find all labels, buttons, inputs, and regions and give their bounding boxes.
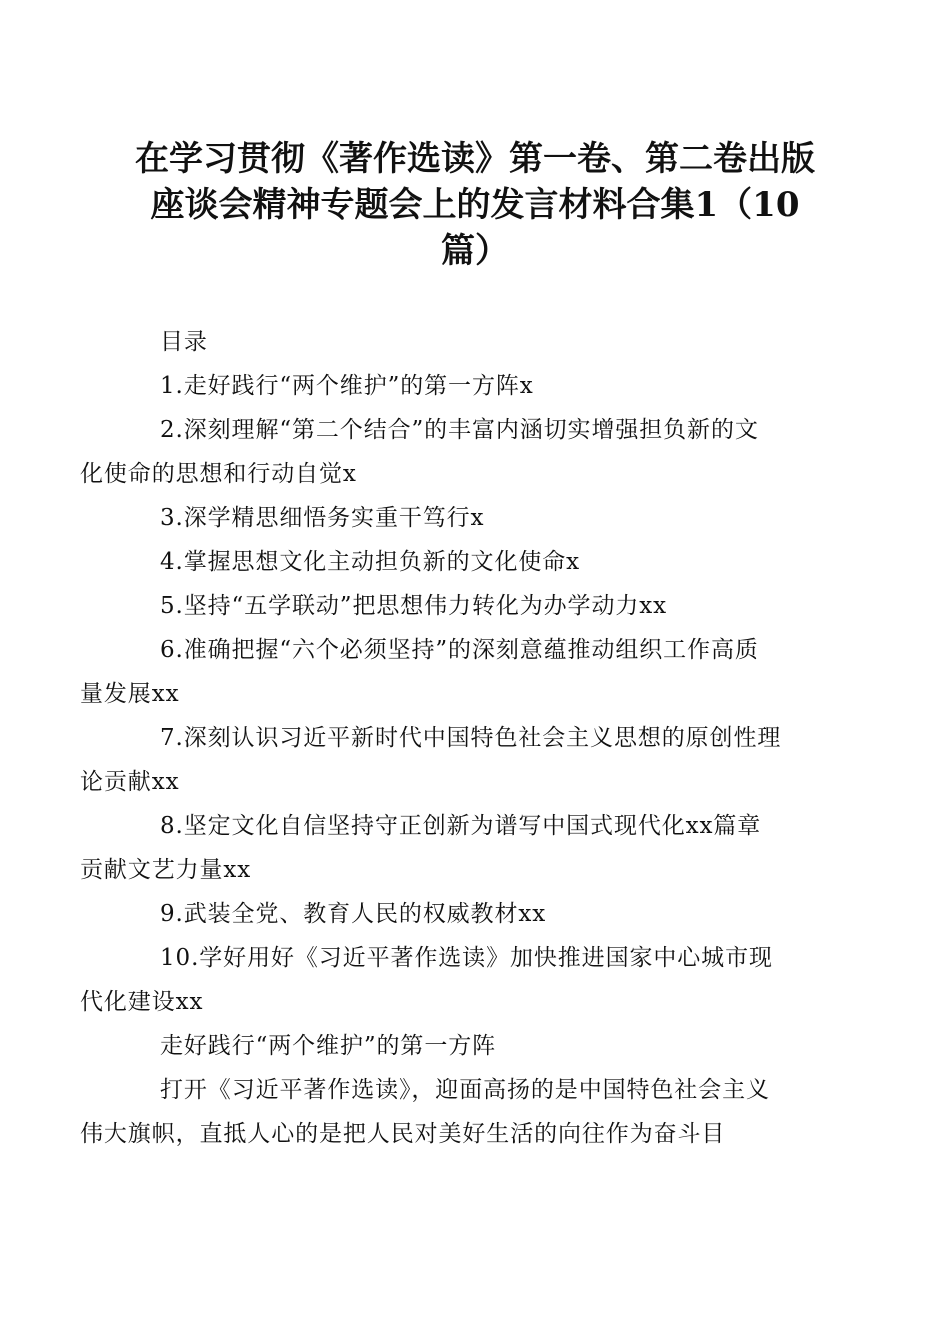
document-body	[80, 320, 824, 1156]
title-line-2: 座谈会精神专题会上的发言材料合集1（10	[150, 185, 800, 225]
body-line-2: 伟大旗帜，直抵人心的是把人民对美好生活的向往作为奋斗目	[80, 1121, 726, 1147]
toc-item-7-line-2: 论贡献xx	[80, 769, 180, 795]
toc-item-10-line-2: 代化建设xx	[80, 989, 204, 1015]
toc-item-6-line-1: 6.准确把握“六个必须坚持”的深刻意蕴推动组织工作高质	[160, 637, 759, 663]
toc-item-2-line-2: 化使命的思想和行动自觉x	[80, 461, 357, 487]
toc-item-2-line-1: 2.深刻理解“第二个结合”的丰富内涵切实增强担负新的文	[160, 417, 759, 443]
toc-item-7	[80, 716, 824, 804]
toc-item-8	[80, 804, 824, 892]
title-line-3: 篇）	[441, 231, 509, 271]
toc-item-9-line-1: 9.武装全党、教育人民的权威教材xx	[160, 901, 547, 927]
section-heading-text: 走好践行“两个维护”的第一方阵	[160, 1033, 497, 1059]
document-title	[110, 136, 840, 274]
toc-item-6-line-2: 量发展xx	[80, 681, 180, 707]
toc-item-7-line-1: 7.深刻认识习近平新时代中国特色社会主义思想的原创性理	[160, 725, 782, 751]
toc-item-3-line-1: 3.深学精思细悟务实重干笃行x	[160, 505, 485, 531]
toc-item-8-line-1: 8.坚定文化自信坚持守正创新为谱写中国式现代化xx篇章	[160, 813, 762, 839]
toc-item-4-line-1: 4.掌握思想文化主动担负新的文化使命x	[160, 549, 581, 575]
toc-item-4	[120, 540, 824, 584]
toc-heading	[120, 320, 824, 364]
title-line-1: 在学习贯彻《著作选读》第一卷、第二卷出版	[135, 139, 815, 179]
section-heading	[120, 1024, 824, 1068]
toc-item-5-line-1: 5.坚持“五学联动”把思想伟力转化为办学动力xx	[160, 593, 668, 619]
toc-item-10	[80, 936, 824, 1024]
body-paragraph	[80, 1068, 824, 1156]
toc-item-5	[120, 584, 824, 628]
body-line-1: 打开《习近平著作选读》，迎面高扬的是中国特色社会主义	[160, 1077, 770, 1103]
toc-item-9	[120, 892, 824, 936]
toc-item-3	[120, 496, 824, 540]
toc-item-1-line-1: 1.走好践行“两个维护”的第一方阵x	[160, 373, 534, 399]
toc-item-2	[80, 408, 824, 496]
toc-item-1	[120, 364, 824, 408]
toc-item-10-line-1: 10.学好用好《习近平著作选读》加快推进国家中心城市现	[160, 945, 773, 971]
toc-item-6	[80, 628, 824, 716]
toc-heading-text: 目录	[160, 329, 208, 355]
toc-item-8-line-2: 贡献文艺力量xx	[80, 857, 252, 883]
